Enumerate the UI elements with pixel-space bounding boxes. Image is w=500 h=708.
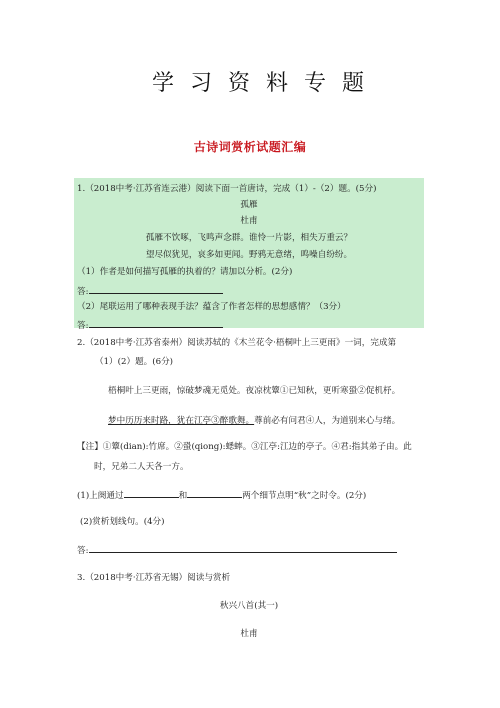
q1-sub-question-2: （2）尾联运用了哪种表现手法？蕴含了作者怎样的思想感情？（3分） <box>77 302 346 312</box>
document-header: 学习资料专题 <box>151 71 380 96</box>
fill-blank-1[interactable] <box>124 488 179 498</box>
q1-intro: 1.（2018中考·江苏省连云港）阅读下面一首唐诗，完成（1）-（2）题。(5分) <box>77 184 377 194</box>
answer-label: 答: <box>77 321 89 331</box>
q2-sub-question-1 <box>77 488 366 502</box>
q2-sub-question-2: (2)赏析划线句。(4分) <box>80 517 165 527</box>
sub-question-mid: 和 <box>178 491 188 501</box>
q2-intro-line-1: 2.（2018中考·江苏省泰州）阅读苏轼的《木兰花令·梧桐叶上三更雨》一词，完成第 <box>77 338 397 348</box>
q1-poem-author: 杜甫 <box>240 216 258 226</box>
answer-blank[interactable] <box>89 284 223 294</box>
answer-blank[interactable] <box>89 543 397 553</box>
q1-poem-line-1: 孤雁不饮啄，飞鸣声念群。谁怜一片影，相失万重云？ <box>145 233 353 243</box>
q1-poem-title: 孤雁 <box>240 200 258 210</box>
q2-note-line-2: 时，兄弟二人天各一方。 <box>94 462 189 472</box>
q1-answer-line-1[interactable] <box>77 284 223 298</box>
q2-answer-line[interactable] <box>77 543 397 557</box>
answer-label: 答: <box>77 546 89 556</box>
q1-poem-line-2: 望尽似犹见，哀多如更闻。野鸦无意绪，鸣噪自纷纷。 <box>145 250 353 260</box>
q2-note-line-1: 【注】①簟(dian):竹席。②蛩(qiong):蟋蟀。③江亭:江边的亭子。④君:指其弟子由。此 <box>77 442 412 452</box>
sub-question-suffix: 两个细节点明“秋”之时令。(2分) <box>242 491 367 501</box>
q2-intro-line-2: （1）(2）题。(6分) <box>95 357 174 367</box>
fill-blank-2[interactable] <box>187 488 242 498</box>
q3-poem-author: 杜甫 <box>240 629 258 639</box>
answer-blank[interactable] <box>89 318 223 328</box>
q3-poem-title: 秋兴八首(其一) <box>219 601 279 611</box>
q2-poem-line-1: 梧桐叶上三更雨，惊破梦魂无觅处。夜凉枕簟①已知秋，更听寒蛩②促机杼。 <box>108 386 401 396</box>
q3-intro: 3.（2018中考·江苏省无锡）阅读与赏析 <box>77 573 231 583</box>
underlined-phrase: 梦中历历来时路，犹在江亭③醉歌舞。 <box>108 416 255 426</box>
poem-line-rest: 尊前必有问君④人，为道别来心与绪。 <box>254 416 401 426</box>
sub-question-prefix: (1)上阕通过 <box>77 491 124 501</box>
q1-sub-question-1: （1）作者是如何描写孤雁的执着的？请加以分析。(2分) <box>77 267 293 277</box>
answer-label: 答: <box>77 287 89 297</box>
q1-answer-line-2[interactable] <box>77 318 223 332</box>
q2-poem-line-2 <box>108 415 400 427</box>
section-title: 古诗词赏析试题汇编 <box>193 140 307 154</box>
